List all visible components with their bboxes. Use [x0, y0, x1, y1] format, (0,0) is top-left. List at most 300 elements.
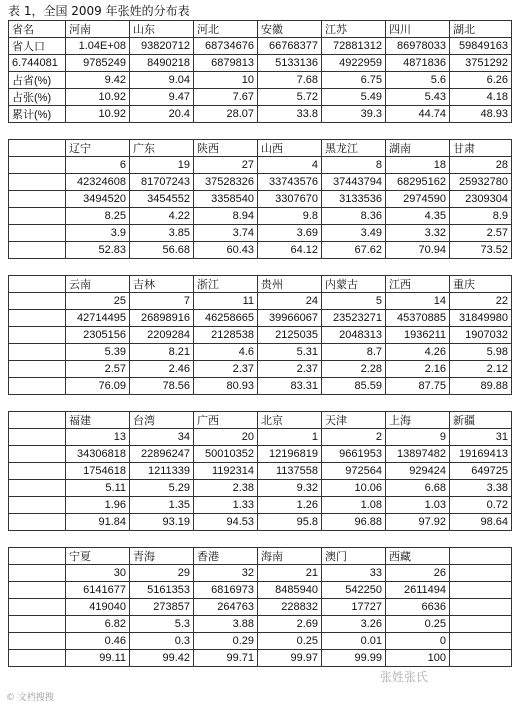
- data-cell: 8.25: [66, 208, 130, 225]
- spacer-row: [9, 531, 512, 548]
- distribution-table: [8, 20, 512, 667]
- spacer-cell: [450, 259, 512, 276]
- spacer-cell: [9, 259, 66, 276]
- province-name: 台湾: [130, 412, 194, 429]
- data-cell: 3307670: [258, 191, 322, 208]
- data-cell: 45370885: [386, 310, 450, 327]
- data-cell: 1.08: [322, 497, 386, 514]
- data-cell: 42714495: [66, 310, 130, 327]
- province-name: 江苏: [322, 21, 386, 38]
- data-cell: 3.49: [322, 225, 386, 242]
- spacer-cell: [386, 123, 450, 140]
- data-cell: 4.18: [450, 89, 512, 106]
- data-cell: 99.11: [66, 650, 130, 667]
- data-cell: 73.52: [450, 242, 512, 259]
- data-cell: 7.68: [258, 72, 322, 89]
- data-row: [9, 38, 512, 55]
- data-cell: 10: [194, 72, 258, 89]
- province-name: 湖南: [386, 140, 450, 157]
- data-row: [9, 463, 512, 480]
- data-cell: 5.3: [130, 616, 194, 633]
- blank-cell: [9, 208, 66, 225]
- spacer-cell: [322, 123, 386, 140]
- data-cell: 6.75: [322, 72, 386, 89]
- data-cell: 1936211: [386, 327, 450, 344]
- data-cell: 96.88: [322, 514, 386, 531]
- data-cell: 5.11: [66, 480, 130, 497]
- data-cell: 542250: [322, 582, 386, 599]
- data-cell: 4.35: [386, 208, 450, 225]
- province-row: [9, 276, 512, 293]
- data-cell: 80.93: [194, 378, 258, 395]
- spacer-cell: [66, 395, 130, 412]
- data-cell: 9.8: [258, 208, 322, 225]
- data-cell: 6816973: [194, 582, 258, 599]
- province-row: [9, 21, 512, 38]
- data-cell: 2125035: [258, 327, 322, 344]
- data-cell: [450, 650, 512, 667]
- data-row: [9, 378, 512, 395]
- data-cell: 8.21: [130, 344, 194, 361]
- data-cell: 70.94: [386, 242, 450, 259]
- data-cell: 9785249: [66, 55, 130, 72]
- blank-cell: [9, 310, 66, 327]
- spacer-cell: [9, 395, 66, 412]
- data-row: [9, 191, 512, 208]
- data-cell: 5.72: [258, 89, 322, 106]
- data-cell: 2.57: [66, 361, 130, 378]
- data-cell: 2.38: [194, 480, 258, 497]
- spacer-cell: [450, 395, 512, 412]
- data-cell: [450, 599, 512, 616]
- data-cell: 5.31: [258, 344, 322, 361]
- province-name: 陕西: [194, 140, 258, 157]
- rank-cell: 1: [258, 429, 322, 446]
- province-name: 河北: [194, 21, 258, 38]
- province-name: 贵州: [258, 276, 322, 293]
- data-cell: 5.43: [386, 89, 450, 106]
- province-name: 广西: [194, 412, 258, 429]
- data-cell: 68734676: [194, 38, 258, 55]
- data-cell: 85.59: [322, 378, 386, 395]
- data-cell: 1754618: [66, 463, 130, 480]
- data-cell: 0.46: [66, 633, 130, 650]
- data-cell: 39966067: [258, 310, 322, 327]
- data-cell: 228832: [258, 599, 322, 616]
- rank-cell: 28: [450, 157, 512, 174]
- province-name: [450, 548, 512, 565]
- data-cell: 1.26: [258, 497, 322, 514]
- province-name: 浙江: [194, 276, 258, 293]
- spacer-cell: [130, 123, 194, 140]
- blank-cell: [9, 412, 66, 429]
- blank-cell: [9, 276, 66, 293]
- data-cell: 81707243: [130, 174, 194, 191]
- data-row: [9, 327, 512, 344]
- data-row: [9, 310, 512, 327]
- data-cell: 9.32: [258, 480, 322, 497]
- data-cell: 9.47: [130, 89, 194, 106]
- data-cell: 52.83: [66, 242, 130, 259]
- data-cell: 48.93: [450, 106, 512, 123]
- province-name: 上海: [386, 412, 450, 429]
- data-cell: 99.97: [258, 650, 322, 667]
- data-cell: 95.8: [258, 514, 322, 531]
- data-cell: 99.99: [322, 650, 386, 667]
- blank-cell: [9, 140, 66, 157]
- spacer-cell: [9, 531, 66, 548]
- data-cell: 91.84: [66, 514, 130, 531]
- data-cell: 60.43: [194, 242, 258, 259]
- data-cell: 34306818: [66, 446, 130, 463]
- rank-cell: 18: [386, 157, 450, 174]
- data-cell: 93820712: [130, 38, 194, 55]
- data-cell: 0.29: [194, 633, 258, 650]
- spacer-cell: [130, 259, 194, 276]
- data-cell: 26898916: [130, 310, 194, 327]
- data-cell: 19169413: [450, 446, 512, 463]
- spacer-cell: [450, 123, 512, 140]
- blank-cell: [9, 174, 66, 191]
- blank-cell: [9, 225, 66, 242]
- data-cell: 20.4: [130, 106, 194, 123]
- data-row: [9, 599, 512, 616]
- rank-cell: 13: [66, 429, 130, 446]
- watermark-left: © 文档搜搜: [6, 693, 54, 703]
- data-cell: 2.37: [194, 361, 258, 378]
- province-name: 安徽: [258, 21, 322, 38]
- data-cell: 59849163: [450, 38, 512, 55]
- data-cell: 1.04E+08: [66, 38, 130, 55]
- spacer-cell: [66, 259, 130, 276]
- data-row: [9, 89, 512, 106]
- spacer-cell: [450, 531, 512, 548]
- spacer-cell: [258, 123, 322, 140]
- data-cell: 33.8: [258, 106, 322, 123]
- blank-cell: [9, 157, 66, 174]
- data-cell: 6636: [386, 599, 450, 616]
- rank-row: [9, 157, 512, 174]
- data-cell: 4.6: [194, 344, 258, 361]
- rank-cell: 29: [130, 565, 194, 582]
- spacer-cell: [194, 531, 258, 548]
- data-cell: 0.01: [322, 633, 386, 650]
- spacer-row: [9, 123, 512, 140]
- data-row: [9, 361, 512, 378]
- data-cell: 5161353: [130, 582, 194, 599]
- data-cell: 3358540: [194, 191, 258, 208]
- spacer-cell: [322, 531, 386, 548]
- rank-cell: 11: [194, 293, 258, 310]
- data-row: [9, 72, 512, 89]
- watermark-right: 张姓张氏: [380, 670, 429, 684]
- data-cell: 5.29: [130, 480, 194, 497]
- spacer-cell: [194, 123, 258, 140]
- data-cell: 50010352: [194, 446, 258, 463]
- data-cell: 42324608: [66, 174, 130, 191]
- data-cell: 5.39: [66, 344, 130, 361]
- data-row: [9, 208, 512, 225]
- data-row: [9, 225, 512, 242]
- data-cell: 1.35: [130, 497, 194, 514]
- data-cell: 1137558: [258, 463, 322, 480]
- data-cell: 2209284: [130, 327, 194, 344]
- data-cell: 6.82: [66, 616, 130, 633]
- rank-cell: 7: [130, 293, 194, 310]
- data-cell: 1.03: [386, 497, 450, 514]
- table-title: 表 1，全国 2009 年张姓的分布表: [8, 4, 190, 18]
- data-cell: 39.3: [322, 106, 386, 123]
- data-cell: 98.64: [450, 514, 512, 531]
- data-cell: 28.07: [194, 106, 258, 123]
- blank-cell: [9, 361, 66, 378]
- data-cell: 3454552: [130, 191, 194, 208]
- data-cell: 100: [386, 650, 450, 667]
- blank-cell: [9, 344, 66, 361]
- blank-cell: [9, 480, 66, 497]
- data-cell: 64.12: [258, 242, 322, 259]
- blank-cell: [9, 446, 66, 463]
- data-cell: 3.26: [322, 616, 386, 633]
- rank-cell: 9: [386, 429, 450, 446]
- rank-cell: 4: [258, 157, 322, 174]
- data-row: [9, 55, 512, 72]
- blank-cell: [9, 599, 66, 616]
- rank-row: [9, 429, 512, 446]
- data-cell: 99.42: [130, 650, 194, 667]
- data-cell: 94.53: [194, 514, 258, 531]
- blank-cell: [9, 293, 66, 310]
- rank-cell: [450, 565, 512, 582]
- rank-cell: 26: [386, 565, 450, 582]
- data-cell: 4.22: [130, 208, 194, 225]
- data-cell: 56.68: [130, 242, 194, 259]
- province-name: 福建: [66, 412, 130, 429]
- data-cell: 66768377: [258, 38, 322, 55]
- rank-row: [9, 293, 512, 310]
- data-cell: 8.7: [322, 344, 386, 361]
- data-cell: 2.57: [450, 225, 512, 242]
- province-name: 吉林: [130, 276, 194, 293]
- data-cell: 1192314: [194, 463, 258, 480]
- data-cell: 10.92: [66, 89, 130, 106]
- data-cell: 25932780: [450, 174, 512, 191]
- data-cell: 2128538: [194, 327, 258, 344]
- spacer-cell: [258, 259, 322, 276]
- data-cell: 46258665: [194, 310, 258, 327]
- data-cell: 10.06: [322, 480, 386, 497]
- data-cell: 3494520: [66, 191, 130, 208]
- blank-cell: [9, 327, 66, 344]
- province-name: 江西: [386, 276, 450, 293]
- data-row: [9, 650, 512, 667]
- data-row: [9, 497, 512, 514]
- data-cell: 8.94: [194, 208, 258, 225]
- data-cell: 37528326: [194, 174, 258, 191]
- province-name: 澳门: [322, 548, 386, 565]
- data-cell: 87.75: [386, 378, 450, 395]
- data-cell: 86978033: [386, 38, 450, 55]
- data-cell: 93.19: [130, 514, 194, 531]
- data-cell: 1211339: [130, 463, 194, 480]
- data-cell: 8.9: [450, 208, 512, 225]
- rank-cell: 25: [66, 293, 130, 310]
- data-cell: 0.25: [258, 633, 322, 650]
- province-name: 青海: [130, 548, 194, 565]
- spacer-cell: [386, 395, 450, 412]
- blank-cell: [9, 514, 66, 531]
- data-cell: 6879813: [194, 55, 258, 72]
- data-cell: 3751292: [450, 55, 512, 72]
- data-cell: 2.69: [258, 616, 322, 633]
- blank-cell: [9, 633, 66, 650]
- province-name: 甘肃: [450, 140, 512, 157]
- rank-cell: 31: [450, 429, 512, 446]
- province-name: 香港: [194, 548, 258, 565]
- spacer-cell: [258, 531, 322, 548]
- province-name: 广东: [130, 140, 194, 157]
- data-cell: 2.46: [130, 361, 194, 378]
- data-row: [9, 242, 512, 259]
- data-cell: 0: [386, 633, 450, 650]
- rank-cell: 21: [258, 565, 322, 582]
- data-cell: [450, 616, 512, 633]
- data-cell: 929424: [386, 463, 450, 480]
- blank-cell: [9, 548, 66, 565]
- spacer-cell: [386, 259, 450, 276]
- row-label: 6.744081: [9, 55, 66, 72]
- data-cell: 33743576: [258, 174, 322, 191]
- row-label: 占省(%): [9, 72, 66, 89]
- spacer-cell: [322, 259, 386, 276]
- data-cell: 2974590: [386, 191, 450, 208]
- blank-cell: [9, 242, 66, 259]
- rank-cell: 20: [194, 429, 258, 446]
- data-cell: 649725: [450, 463, 512, 480]
- blank-cell: [9, 497, 66, 514]
- data-cell: 99.71: [194, 650, 258, 667]
- data-cell: 78.56: [130, 378, 194, 395]
- data-cell: 2309304: [450, 191, 512, 208]
- data-cell: 9.04: [130, 72, 194, 89]
- data-cell: 6.26: [450, 72, 512, 89]
- data-cell: 67.62: [322, 242, 386, 259]
- spacer-row: [9, 395, 512, 412]
- spacer-cell: [258, 395, 322, 412]
- data-cell: 1907032: [450, 327, 512, 344]
- spacer-cell: [9, 123, 66, 140]
- data-cell: 8485940: [258, 582, 322, 599]
- data-cell: 0.25: [386, 616, 450, 633]
- blank-cell: [9, 650, 66, 667]
- data-cell: 3133536: [322, 191, 386, 208]
- rank-cell: 2: [322, 429, 386, 446]
- data-cell: 5.6: [386, 72, 450, 89]
- data-cell: 31849980: [450, 310, 512, 327]
- rank-cell: 33: [322, 565, 386, 582]
- rank-cell: 22: [450, 293, 512, 310]
- row-label: 占张(%): [9, 89, 66, 106]
- data-cell: 2.28: [322, 361, 386, 378]
- data-cell: 1.96: [66, 497, 130, 514]
- data-cell: 44.74: [386, 106, 450, 123]
- province-name: 山东: [130, 21, 194, 38]
- data-cell: 17727: [322, 599, 386, 616]
- data-row: [9, 106, 512, 123]
- blank-cell: [9, 429, 66, 446]
- data-cell: 12196819: [258, 446, 322, 463]
- data-cell: 4.26: [386, 344, 450, 361]
- rank-cell: 34: [130, 429, 194, 446]
- data-cell: 972564: [322, 463, 386, 480]
- blank-cell: [9, 616, 66, 633]
- rank-cell: 27: [194, 157, 258, 174]
- data-cell: 3.69: [258, 225, 322, 242]
- data-cell: 2611494: [386, 582, 450, 599]
- data-cell: 3.74: [194, 225, 258, 242]
- province-name: 北京: [258, 412, 322, 429]
- province-name: 黑龙江: [322, 140, 386, 157]
- data-cell: 6.68: [386, 480, 450, 497]
- data-cell: 10.92: [66, 106, 130, 123]
- rank-cell: 32: [194, 565, 258, 582]
- blank-cell: [9, 378, 66, 395]
- data-cell: 419040: [66, 599, 130, 616]
- rank-cell: 8: [322, 157, 386, 174]
- data-cell: 264763: [194, 599, 258, 616]
- data-cell: 83.31: [258, 378, 322, 395]
- province-name: 内蒙古: [322, 276, 386, 293]
- data-cell: 8490218: [130, 55, 194, 72]
- data-cell: 5133136: [258, 55, 322, 72]
- data-cell: 0.72: [450, 497, 512, 514]
- data-cell: 3.32: [386, 225, 450, 242]
- spacer-cell: [194, 395, 258, 412]
- data-cell: 76.09: [66, 378, 130, 395]
- province-row: [9, 140, 512, 157]
- province-name: 重庆: [450, 276, 512, 293]
- data-cell: 23523271: [322, 310, 386, 327]
- rank-cell: 30: [66, 565, 130, 582]
- data-cell: 2305156: [66, 327, 130, 344]
- data-cell: 1.33: [194, 497, 258, 514]
- data-cell: 72881312: [322, 38, 386, 55]
- province-name: 宁夏: [66, 548, 130, 565]
- data-row: [9, 446, 512, 463]
- data-cell: [450, 633, 512, 650]
- data-cell: 6141677: [66, 582, 130, 599]
- spacer-cell: [66, 531, 130, 548]
- blank-cell: [9, 463, 66, 480]
- province-name: 湖北: [450, 21, 512, 38]
- province-row: [9, 548, 512, 565]
- data-cell: 2.37: [258, 361, 322, 378]
- data-cell: 13897482: [386, 446, 450, 463]
- data-cell: 9.42: [66, 72, 130, 89]
- rank-cell: 19: [130, 157, 194, 174]
- rank-cell: 5: [322, 293, 386, 310]
- data-cell: 3.88: [194, 616, 258, 633]
- row-label: 省人口: [9, 38, 66, 55]
- province-name: 云南: [66, 276, 130, 293]
- spacer-cell: [386, 531, 450, 548]
- province-name: 四川: [386, 21, 450, 38]
- spacer-cell: [130, 395, 194, 412]
- row-label: 省名: [9, 21, 66, 38]
- data-cell: 2.16: [386, 361, 450, 378]
- rank-cell: 14: [386, 293, 450, 310]
- data-row: [9, 616, 512, 633]
